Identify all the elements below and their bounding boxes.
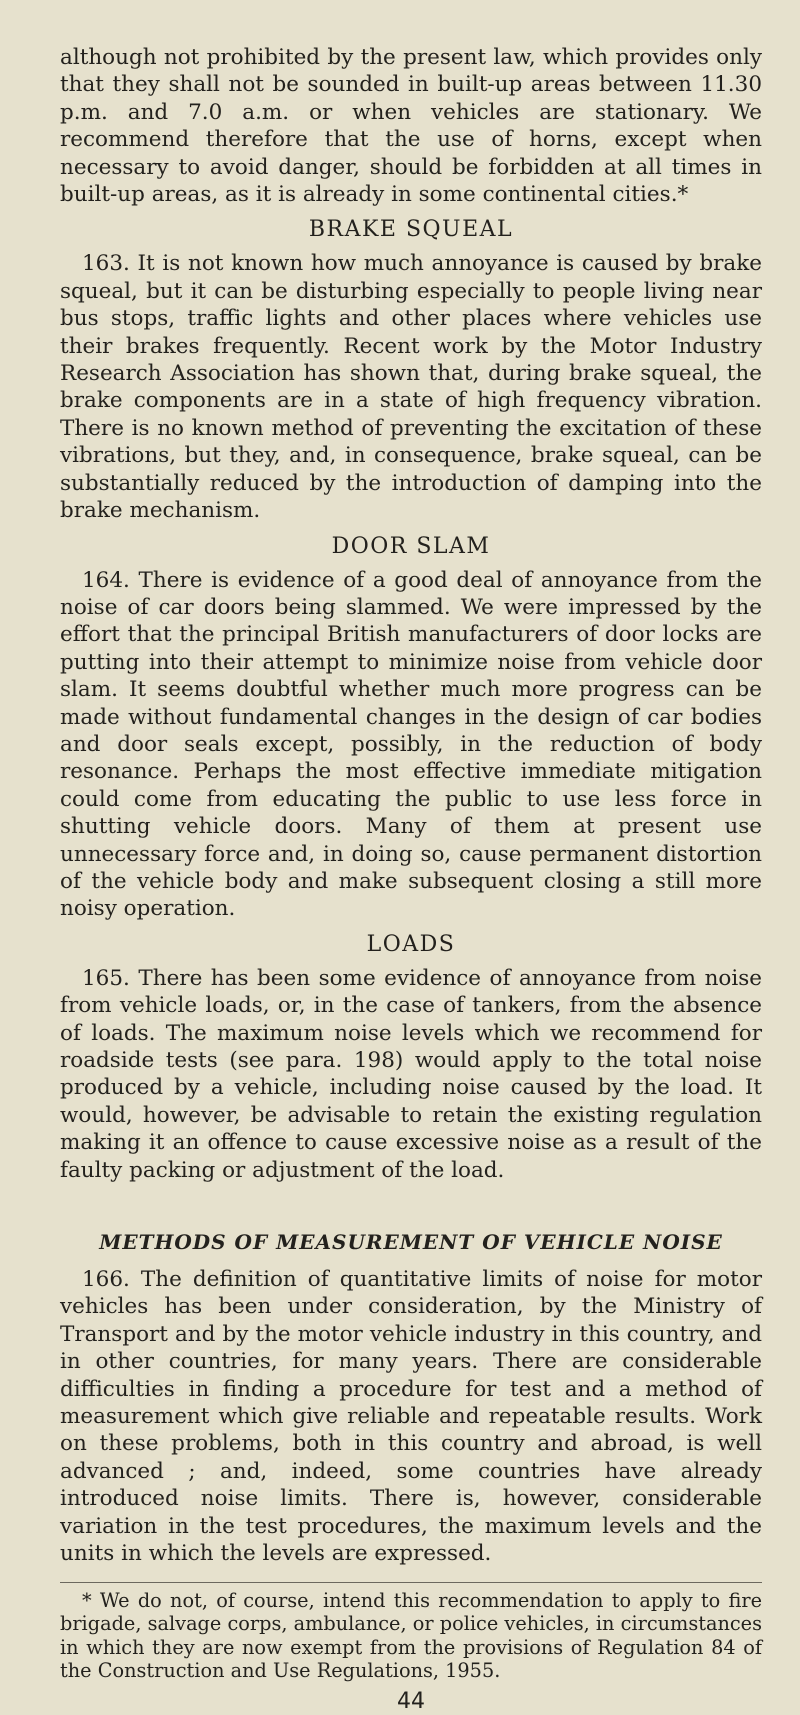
- continuation-paragraph: although not prohibited by the present law, which provides only that they shall not be sounded in built-up areas between 11.30 p.m. and 7.0 a.m. or when vehicles are stationary. We recommend therefore that the use of horns, except when necessary to avoid danger, should be forbidden at all times in built-up areas, as it is already in some continental cities.*: [60, 45, 762, 208]
- footnote: * We do not, of course, intend this recommendation to apply to fire brigade, salvage corps, ambulance, or police vehicles, in circumstances in which they are now exempt from the provisions of Regulation 84 of the Construction and Use Regulations, 1955.: [60, 1588, 762, 1682]
- section-heading-door-slam: DOOR SLAM: [331, 533, 491, 559]
- section-heading-loads: LOADS: [366, 931, 456, 957]
- page-number: 44: [397, 1688, 425, 1714]
- paragraph-164: 164. There is evidence of a good deal of annoyance from the noise of car doors being slammed. We were impressed by the effort that the principal British manufacturers of door locks are putting into their attempt to minimize noise from vehicle door slam. It seems doubtful whether much more progress can be made without fundamental changes in the design of car bodies and door seals except, possibly, in the reduction of body resonance. Perhaps the most effective immediate mitigation could come from educating the public to use less force in shutting vehicle doors. Many of them at present use unnecessary force and, in doing so, cause permanent distortion of the vehicle body and make subsequent closing a still more noisy operation.: [60, 567, 762, 922]
- major-heading-methods-of-measurement: METHODS OF MEASUREMENT OF VEHICLE NOISE: [99, 1230, 723, 1255]
- section-heading-brake-squeal: BRAKE SQUEAL: [308, 217, 514, 243]
- paragraph-163: 163. It is not known how much annoyance is caused by brake squeal, but it can be disturbing especially to people living near bus stops, traffic lights and other places where vehicles use their brakes frequently. Recent work by the Motor Industry Research Association has shown that, during brake squeal, the brake components are in a state of high frequency vibration. There is no known method of preventing the excitation of these vibrations, but they, and, in consequence, brake squeal, can be substantially reduced by the introduction of damping into the brake mechanism.: [60, 251, 762, 524]
- paragraph-166: 166. The definition of quantitative limits of noise for motor vehicles has been under consideration, by the Ministry of Transport and by the motor vehicle industry in this country, and in other countries, for many years. There are considerable difficulties in finding a procedure for test and a method of measurement which give reliable and repeatable results. Work on these problems, both in this country and abroad, is well advanced ; and, indeed, some countries have already introduced noise limits. There is, however, considerable variation in the test procedures, the maximum levels and the units in which the levels are expressed.: [60, 1267, 762, 1567]
- paragraph-165: 165. There has been some evidence of annoyance from noise from vehicle loads, or, in the case of tankers, from the absence of loads. The maximum noise levels which we recommend for roadside tests (see para. 198) would apply to the total noise produced by a vehicle, including noise caused by the load. It would, however, be advisable to retain the existing regulation making it an offence to cause excessive noise as a result of the faulty packing or adjustment of the load.: [60, 965, 762, 1183]
- footnote-divider: [60, 1582, 762, 1583]
